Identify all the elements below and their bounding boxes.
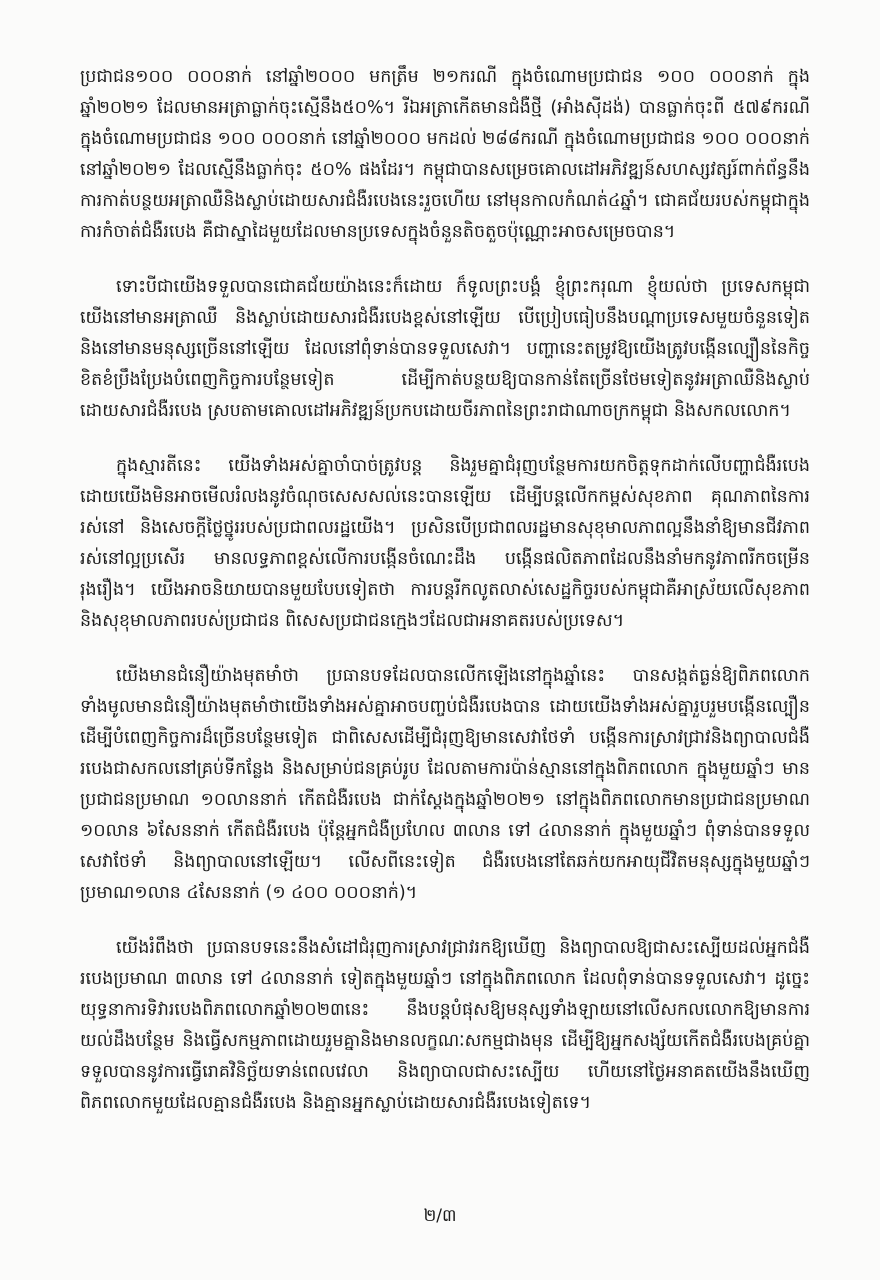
paragraph-2: ទោះបីជាយើងទទួលបានជោគជ័យយ៉ាងនេះក៏ដោយ ក៏ទូលព្រះបង្គំ ខ្ញុំព្រះករុណា ខ្ញុំយល់ថា ប្រទេសកម្ពុជាយើងនៅមានអត្រាឈឺ និងស្លាប់ដោយសារជំងឺរបេងខ្ពស់នៅឡើយ បើប្រៀបធៀបនឹងបណ្តាប្រទេសមួយចំនួនទៀត និងនៅមានមនុស្សច្រើននៅឡើយ ដែលនៅពុំទាន់បានទទួលសេវា។ បញ្ហានេះតម្រូវឱ្យយើងត្រូវបង្កើនល្បឿននៃកិច្ចខិតខំប្រឹងប្រែងបំពេញកិច្ចការបន្ថែមទៀត ដើម្បីកាត់បន្ថយឱ្យបានកាន់តែច្រើនថែមទៀតនូវអត្រាឈឺនិងស្លាប់ដោយសារជំងឺរបេង ស្របតាមគោលដៅអភិវឌ្ឍន៍ប្រកបដោយចីរភាពនៃព្រះរាជាណាចក្រកម្ពុជា និងសកលលោក។ bbox=[80, 277, 810, 421]
paragraph-3: ក្នុងស្មារតីនេះ យើងទាំងអស់គ្នាចាំបាច់ត្រូវបន្ត និងរួមគ្នាជំរុញបន្ថែមការយកចិត្តទុកដាក់លើបញ្ហាជំងឺរបេង ដោយយើងមិនអាចមើលរំលងនូវចំណុចសេសសល់នេះបានឡើយ ដើម្បីបន្តលើកកម្ពស់សុខភាព គុណភាពនៃការរស់នៅ និងសេចក្តីថ្លៃថ្នូររបស់ប្រជាពលរដ្ឋយើង។ ប្រសិនបើប្រជាពលរដ្ឋមានសុខុមាលភាពល្អនឹងនាំឱ្យមានជីវភាពរស់នៅល្អប្រសើរ មានលទ្ធភាពខ្ពស់លើការបង្កើនចំណេះដឹង បង្កើនផលិតភាពដែលនឹងនាំមកនូវភាពរីកចម្រើនរុងរឿង។ យើងអាចនិយាយបានមួយបែបទៀតថា ការបន្តរីកលូតលាស់សេដ្ឋកិច្ចរបស់កម្ពុជាគឺអាស្រ័យលើសុខភាព និងសុខុមាលភាពរបស់ប្រជាជន ពិសេសប្រជាជនក្មេងៗដែលជាអនាគតរបស់ប្រទេស។ bbox=[80, 456, 810, 631]
page-number: ២/៣ bbox=[423, 1206, 457, 1226]
paragraph-4: យើងមានជំនឿយ៉ាងមុតមាំថា ប្រធានបទដែលបានលើកឡើងនៅក្នុងឆ្នាំនេះ បានសង្កត់ធ្ងន់ឱ្យពិភពលោកទាំងមូលមានជំនឿយ៉ាងមុតមាំថាយើងទាំងអស់គ្នាអាចបញ្ចប់ជំងឺរបេងបាន ដោយយើងទាំងអស់គ្នារួបរួមបង្កើនល្បឿនដើម្បីបំពេញកិច្ចការដ៏ច្រើនបន្ថែមទៀត ជាពិសេសដើម្បីជំរុញឱ្យមានសេវាថែទាំ បង្កើនការស្រាវជ្រាវនិងព្យាបាលជំងឺរបេងជាសកលនៅគ្រប់ទីកន្លែង និងសម្រាប់ជនគ្រប់រូប ដែលតាមការប៉ាន់ស្មាននៅក្នុងពិភពលោក ក្នុងមួយឆ្នាំៗ មានប្រជាជនប្រមាណ ១០លាននាក់ កើតជំងឺរបេង ជាក់ស្តែងក្នុងឆ្នាំ២០២១ នៅក្នុងពិភពលោកមានប្រជាជនប្រមាណ ១០លាន ៦សែននាក់ កើតជំងឺរបេង ប៉ុន្តែអ្នកជំងឺប្រហែល ៣លាន ទៅ ៤លាននាក់ ក្នុងមួយឆ្នាំៗ ពុំទាន់បានទទួលសេវាថែទាំ និងព្យាបាលនៅឡើយ។ លើសពីនេះទៀត ជំងឺរបេងនៅតែឆក់យកអាយុជីវិតមនុស្សក្នុងមួយឆ្នាំៗ ប្រមាណ១លាន ៤សែននាក់ (១ ៤០០ ០០០នាក់)។ bbox=[80, 666, 810, 903]
paragraph-5: យើងរំពឹងថា ប្រធានបទនេះនឹងសំដៅជំរុញការស្រាវជ្រាវរកឱ្យឃើញ និងព្យាបាលឱ្យជាសះស្បើយដល់អ្នកជំងឺរបេងប្រមាណ ៣លាន ទៅ ៤លាននាក់ ទៀតក្នុងមួយឆ្នាំៗ នៅក្នុងពិភពលោក ដែលពុំទាន់បានទទួលសេវា។ ដូច្នេះយុទ្ធនាការទិវារបេងពិភពលោកឆ្នាំ២០២៣នេះ នឹងបន្តបំផុសឱ្យមនុស្សទាំងឡាយនៅលើសកលលោកឱ្យមានការយល់ដឹងបន្ថែម និងធ្វើសកម្មភាពដោយរួមគ្នានិងមានលក្ខណៈសកម្មជាងមុន ដើម្បីឱ្យអ្នកសង្ស័យកើតជំងឺរបេងគ្រប់គ្នាទទួលបាននូវការធ្វើរោគវិនិច្ឆ័យទាន់ពេលវេលា និងព្យាបាលជាសះស្បើយ ហើយនៅថ្ងៃអនាគតយើងនឹងឃើញពិភពលោកមួយដែលគ្មានជំងឺរបេង និងគ្មានអ្នកស្លាប់ដោយសារជំងឺរបេងទៀតទេ។ bbox=[80, 938, 810, 1113]
paragraph-1: ប្រជាជន១០០ ០០០នាក់ នៅឆ្នាំ២០០០ មកត្រឹម ២១ករណី ក្នុងចំណោមប្រជាជន ១០០ ០០០នាក់ ក្នុងឆ្នាំ២០២១ ដែលមានអត្រាធ្លាក់ចុះស្មើនឹង៥០%។ រីឯអត្រាកើតមានជំងឺថ្មី (អាំងស៊ីដង់) បានធ្លាក់ចុះពី ៥៧៩ករណី ក្នុងចំណោមប្រជាជន ១០០ ០០០នាក់ នៅឆ្នាំ២០០០ មកដល់ ២៨៨ករណី ក្នុងចំណោមប្រជាជន ១០០ ០០០នាក់ នៅឆ្នាំ២០២១ ដែលស្មើនឹងធ្លាក់ចុះ ៥០% ផងដែរ។ កម្ពុជាបានសម្រេចគោលដៅអភិវឌ្ឍន៍សហស្សវត្សរ៍ពាក់ព័ន្ធនឹងការកាត់បន្ថយអត្រាឈឺនិងស្លាប់ដោយសារជំងឺរបេងនេះរួចហើយ នៅមុនកាលកំណត់៤ឆ្នាំ។ ជោគជ័យរបស់កម្ពុជាក្នុងការកំចាត់ជំងឺរបេង គឺជាស្នាដៃមួយដែលមានប្រទេសក្នុងចំនួនតិចតួចប៉ុណ្ណោះអាចសម្រេចបាន។ bbox=[80, 67, 810, 242]
